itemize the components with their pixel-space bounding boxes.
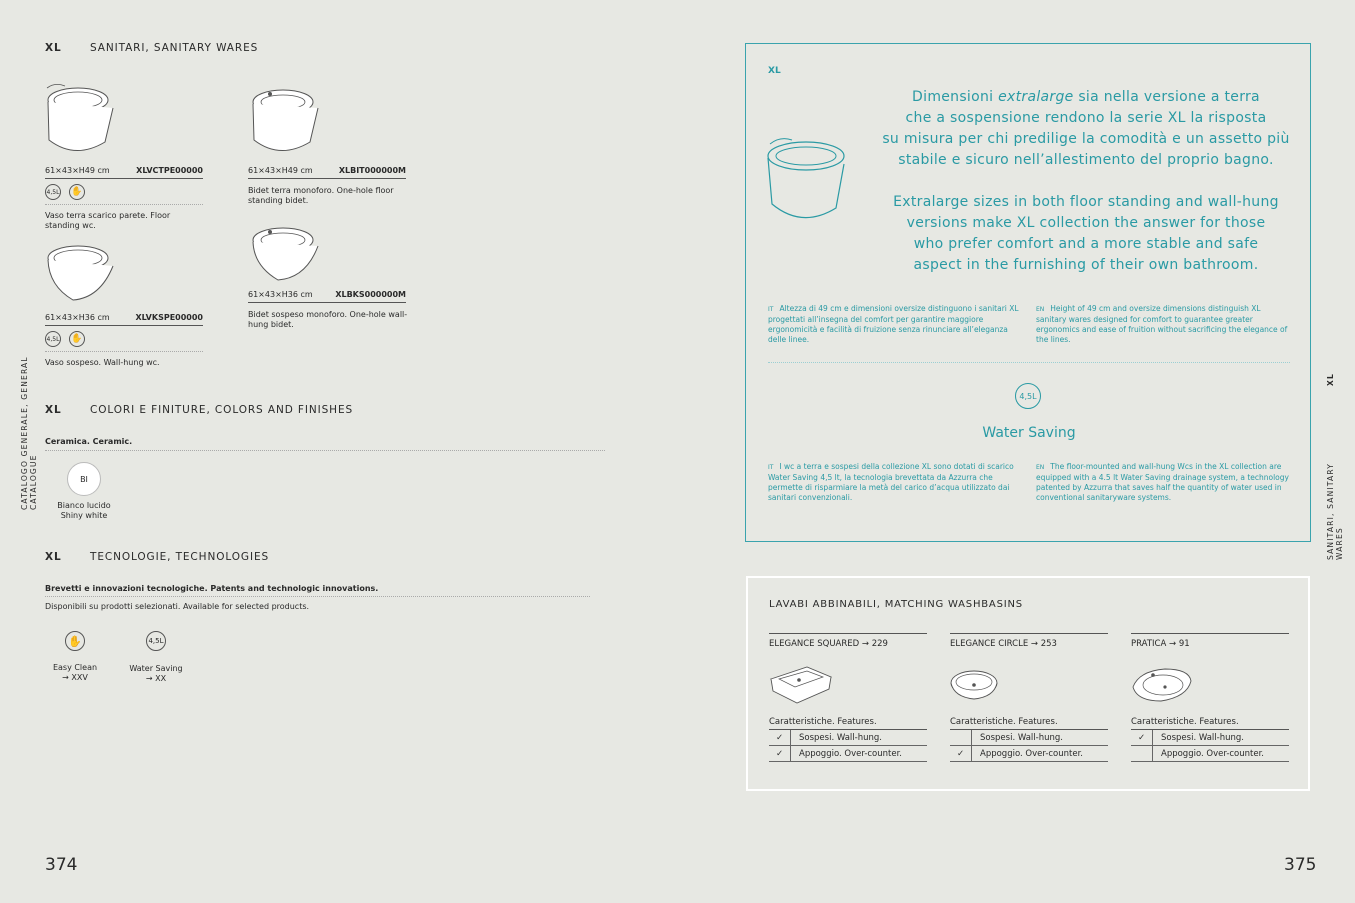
wall-hung-wc-illustration: [45, 238, 120, 308]
product-row-4: 61×43×H36 cm XLBKS000000M: [248, 290, 406, 303]
intro-xl-label: XL: [768, 66, 781, 76]
teal-wc-illustration: [766, 134, 851, 229]
tecnologie-heading: XL TECNOLOGIE, TECHNOLOGIES: [45, 551, 270, 563]
colori-heading: XL COLORI E FINITURE, COLORS AND FINISHES: [45, 404, 354, 416]
product-1-desc: Vaso terra scarico parete. Floor standing wc.: [45, 211, 171, 230]
product-3-icons: [45, 331, 85, 347]
material-label: Ceramica. Ceramic.: [45, 437, 133, 446]
washbasin-column-elegance-squared: [769, 633, 927, 762]
intro-it-text: IT Altezza di 49 cm e dimensioni oversize distinguono i sanitari XL progettati all’insegna del comfort per garantire maggiore ergonomicità e facilità di fruizione senza rinunciare all’eleganza delle linee.: [768, 304, 1019, 344]
water-saving-icon: 4,5L: [146, 631, 166, 651]
features-label: Caratteristiche. Features.: [769, 717, 927, 730]
washbasin-circle-illustration: [950, 661, 1020, 711]
spine-xl-right: XL: [1326, 373, 1335, 386]
wall-hung-bidet-illustration: [248, 218, 323, 286]
washbasin-squared-illustration: [769, 661, 839, 711]
washbasin-name: ELEGANCE SQUARED → 229: [769, 633, 927, 649]
ws-en-text: EN The floor-mounted and wall-hung Wcs in the XL collection are equipped with a 4.5 lt Water Saving drainage system, a technology patented by Azzurra that saves half the quantity of water used in conventional sanitaryware systems.: [1036, 462, 1289, 502]
divider: [45, 596, 590, 597]
tech-item-water-saving: Water Saving → XX: [129, 664, 183, 683]
tech-item-easy-clean: Easy Clean → XXV: [52, 663, 98, 682]
easy-clean-icon: ✋: [65, 631, 85, 651]
divider: [768, 362, 1290, 363]
divider: [45, 204, 203, 205]
water-saving-icon: 4,5L: [1015, 383, 1041, 409]
floor-wc-illustration: [45, 80, 120, 160]
divider: [45, 351, 203, 352]
color-swatch-white: BI: [67, 462, 101, 496]
check-icon: ✓: [769, 730, 791, 745]
intro-en-text: EN Height of 49 cm and oversize dimensions distinguish XL sanitary wares designed for comfort to guarantee greater ergonomics and ease of fruition without sacrificing the elegance of the lines.: [1036, 304, 1288, 344]
tech-subtitle: Brevetti e innovazioni tecnologiche. Patents and technologic innovations.: [45, 584, 379, 593]
check-icon: ✓: [950, 746, 972, 761]
water-saving-icon: 4,5L: [45, 184, 61, 200]
divider: [45, 450, 605, 451]
water-saving-icon: 4,5L: [45, 331, 61, 347]
feature-row-over-counter: ✓ Appoggio. Over-counter.: [950, 746, 1108, 762]
easy-clean-icon: ✋: [69, 331, 85, 347]
feature-row-wall-hung: ✓ Sospesi. Wall-hung.: [769, 730, 927, 746]
check-icon: ✓: [769, 746, 791, 761]
page-number-right: 375: [1284, 855, 1317, 875]
ws-it-text: IT I wc a terra e sospesi della collezione XL sono dotati di scarico Water Saving 4,5 lt, la tecnologia brevettata da Azzurra che permette di risparmiare la metà del carico d’acqua utilizzato dai sanitari convenzionali.: [768, 462, 1014, 502]
check-icon: ✓: [1131, 730, 1153, 745]
features-label: Caratteristiche. Features.: [1131, 717, 1289, 730]
washbasins-panel: [746, 576, 1310, 791]
washbasin-name: PRATICA → 91: [1131, 633, 1289, 649]
sanitari-heading: XL SANITARI, SANITARY WARES: [45, 42, 259, 54]
washbasin-pratica-illustration: [1131, 661, 1201, 711]
page-number-left: 374: [45, 855, 78, 875]
product-3-desc: Vaso sospeso. Wall-hung wc.: [45, 358, 160, 367]
feature-row-over-counter: Appoggio. Over-counter.: [1131, 746, 1289, 762]
tech-note: Disponibili su prodotti selezionati. Available for selected products.: [45, 602, 310, 611]
feature-row-wall-hung: Sospesi. Wall-hung.: [950, 730, 1108, 746]
washbasin-column-pratica: [1131, 633, 1289, 762]
washbasin-name: ELEGANCE CIRCLE → 253: [950, 633, 1108, 649]
floor-bidet-illustration: [248, 80, 323, 160]
water-saving-title: Water Saving: [982, 425, 1076, 441]
intro-headline: Dimensioni extralarge sia nella versione a terra che a sospensione rendono la serie XL la risposta su misura per chi predilige la comodità e un assetto più stabile e sicuro nell’allestimento del proprio bagno. Extralarge sizes in both floor standing and wall-hung versions make XL collection the answer for those who prefer comfort and a more stable and safe aspect in the furnishing of their own bathroom.: [882, 89, 1290, 273]
features-label: Caratteristiche. Features.: [950, 717, 1108, 730]
product-1-icons: [45, 184, 85, 200]
washbasins-title: LAVABI ABBINABILI, MATCHING WASHBASINS: [769, 599, 1023, 610]
product-row-1: 61×43×H49 cm XLVCTPE00000: [45, 166, 203, 179]
easy-clean-icon: ✋: [69, 184, 85, 200]
product-row-3: 61×43×H36 cm XLVKSPE00000: [45, 313, 203, 326]
intro-panel: [745, 43, 1311, 542]
feature-row-over-counter: ✓ Appoggio. Over-counter.: [769, 746, 927, 762]
product-2-desc: Bidet terra monoforo. One-hole floor standing bidet.: [248, 186, 394, 205]
spine-label-left: CATALOGO GENERALE, GENERAL CATALOGUE: [20, 356, 38, 510]
spine-label-right: SANITARI, SANITARY WARES: [1326, 462, 1344, 560]
product-4-desc: Bidet sospeso monoforo. One-hole wall-hung bidet.: [248, 310, 408, 329]
swatch-name: Bianco lucido Shiny white: [57, 501, 111, 520]
product-row-2: 61×43×H49 cm XLBIT000000M: [248, 166, 406, 179]
washbasin-column-elegance-circle: [950, 633, 1108, 762]
feature-row-wall-hung: ✓ Sospesi. Wall-hung.: [1131, 730, 1289, 746]
